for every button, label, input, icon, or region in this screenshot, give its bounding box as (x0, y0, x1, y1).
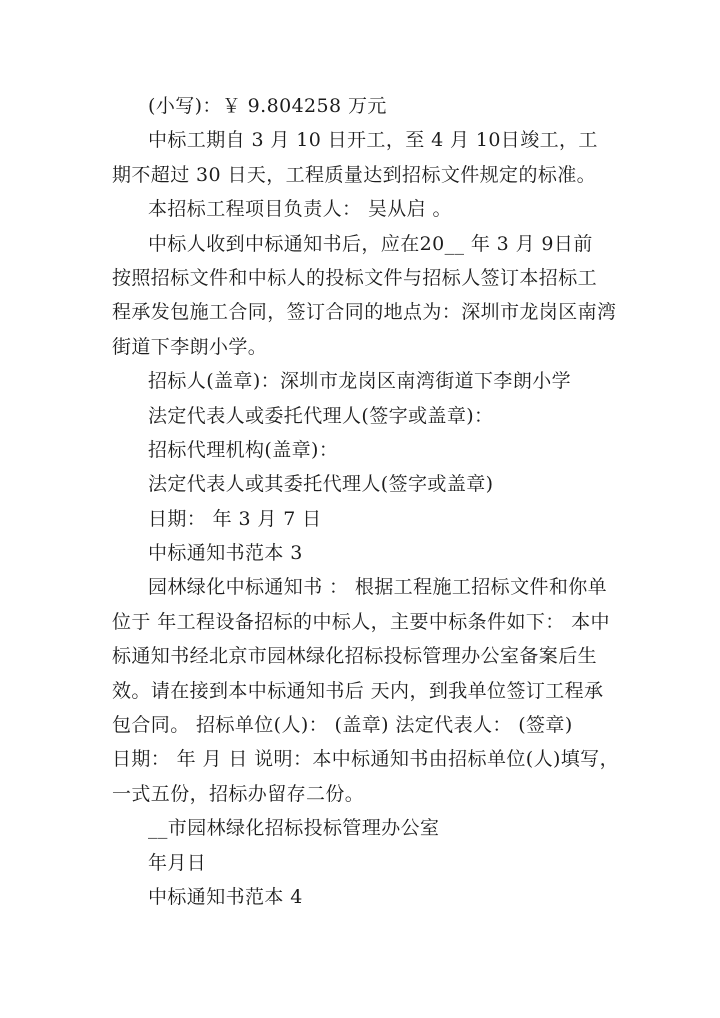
amount-lowercase-line: (小写)：￥ 9.804258 万元 (148, 95, 387, 117)
construction-period-continued-line: 期不超过 30 日天，工程质量达到招标文件规定的标准。 (112, 163, 597, 186)
management-office-line: __市园林绿化招标投标管理办公室 (148, 817, 440, 840)
blank-date-line: 年月日 (148, 851, 207, 874)
project-manager-line: 本招标工程项目负责人： 吴从启 。 (148, 198, 452, 221)
section-heading-sample-4: 中标通知书范本 4 (148, 885, 303, 908)
date-line: 日期： 年 3 月 7 日 (148, 507, 322, 530)
landscaping-notice-continued-line-6: 一式五份，招标办留存二份。 (112, 782, 365, 805)
contract-signing-continued-line-3: 街道下李朗小学。 (112, 335, 268, 358)
landscaping-notice-continued-line-4: 包合同。 招标单位(人)： (盖章) 法定代表人： (签章) (112, 714, 573, 737)
tender-agency-seal-line: 招标代理机构(盖章)： (148, 438, 339, 461)
contract-signing-line: 中标人收到中标通知书后，应在20__ 年 3 月 9日前 (148, 232, 593, 255)
document-body (112, 89, 619, 914)
landscaping-notice-continued-line-2: 标通知书经北京市园林绿化招标投标管理办公室备案后生 (112, 645, 598, 668)
landscaping-notice-line: 园林绿化中标通知书 ： 根据工程施工招标文件和你单 (148, 576, 608, 599)
contract-signing-continued-line-1: 按照招标文件和中标人的投标文件与招标人签订本招标工 (112, 266, 598, 289)
construction-period-line: 中标工期自 3 月 10 日开工，至 4 月 10日竣工，工 (148, 129, 598, 152)
landscaping-notice-continued-line-5: 日期： 年 月 日 说明：本中标通知书由招标单位(人)填写， (112, 748, 619, 771)
landscaping-notice-continued-line-3: 效。请在接到本中标通知书后 天内，到我单位签订工程承 (112, 679, 604, 702)
landscaping-notice-continued-line-1: 位于 年工程设备招标的中标人，主要中标条件如下： 本中 (112, 610, 610, 633)
section-heading-sample-3: 中标通知书范本 3 (148, 542, 303, 565)
agency-representative-line: 法定代表人或其委托代理人(签字或盖章) (148, 473, 494, 496)
legal-representative-line: 法定代表人或委托代理人(签字或盖章)： (148, 404, 494, 427)
tenderer-seal-line: 招标人(盖章)：深圳市龙岗区南湾街道下李朗小学 (148, 370, 572, 393)
contract-signing-continued-line-2: 程承发包施工合同，签订合同的地点为：深圳市龙岗区南湾 (112, 301, 617, 324)
